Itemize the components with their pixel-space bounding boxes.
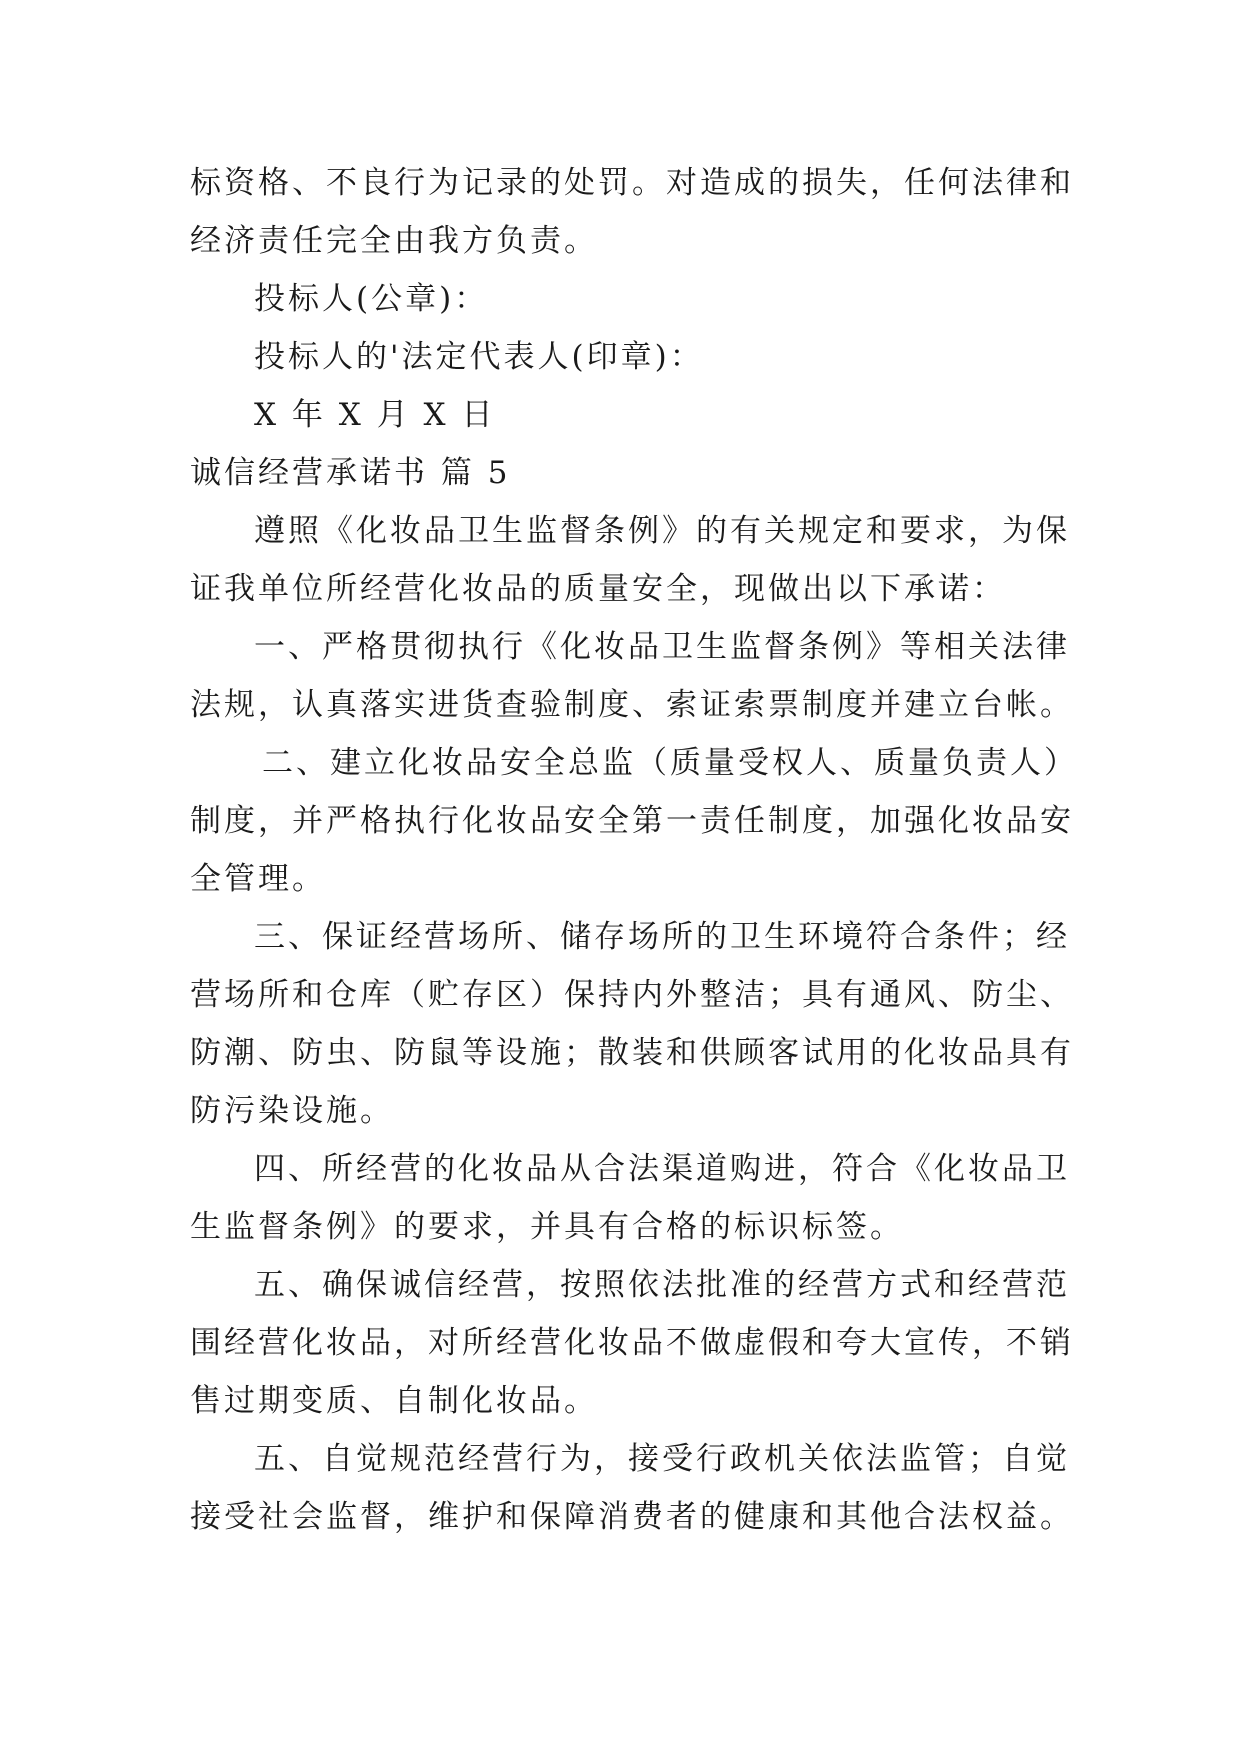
paragraph-line: 一、严格贯彻执行《化妆品卫生监督条例》等相关法律 — [254, 629, 1070, 665]
paragraph-line: 售过期变质、自制化妆品。 — [190, 1383, 598, 1419]
paragraph-line: 制度，并严格执行化妆品安全第一责任制度，加强化妆品安 — [190, 803, 1074, 839]
paragraph-line: 全管理。 — [190, 861, 326, 897]
section-heading: 诚信经营承诺书 篇 5 — [190, 455, 511, 491]
date-line: X 年 X 月 X 日 — [254, 397, 496, 433]
paragraph-line: 五、自觉规范经营行为，接受行政机关依法监管；自觉 — [254, 1441, 1070, 1477]
paragraph-line: 遵照《化妆品卫生监督条例》的有关规定和要求，为保 — [254, 513, 1070, 549]
paragraph-line: 营场所和仓库（贮存区）保持内外整洁；具有通风、防尘、 — [190, 977, 1074, 1013]
bidder-seal-line: 投标人(公章)： — [254, 281, 489, 317]
paragraph-line: 防污染设施。 — [190, 1093, 394, 1129]
paragraph-line: 生监督条例》的要求，并具有合格的标识标签。 — [190, 1209, 904, 1245]
legal-representative-line: 投标人的'法定代表人(印章)： — [254, 339, 704, 375]
paragraph-line: 二、建立化妆品安全总监（质量受权人、质量负责人） — [262, 745, 1078, 781]
paragraph-line: 五、确保诚信经营，按照依法批准的经营方式和经营范 — [254, 1267, 1070, 1303]
paragraph-line: 围经营化妆品，对所经营化妆品不做虚假和夸大宣传，不销 — [190, 1325, 1074, 1361]
paragraph-line: 三、保证经营场所、储存场所的卫生环境符合条件；经 — [254, 919, 1070, 955]
paragraph-line: 证我单位所经营化妆品的质量安全，现做出以下承诺： — [190, 571, 1006, 607]
paragraph-line: 标资格、不良行为记录的处罚。对造成的损失，任何法律和 — [190, 165, 1074, 201]
document-body — [190, 154, 1078, 1546]
paragraph-line: 法规，认真落实进货查验制度、索证索票制度并建立台帐。 — [190, 687, 1074, 723]
paragraph-line: 防潮、防虫、防鼠等设施；散装和供顾客试用的化妆品具有 — [190, 1035, 1074, 1071]
paragraph-line: 经济责任完全由我方负责。 — [190, 223, 598, 259]
paragraph-line: 四、所经营的化妆品从合法渠道购进，符合《化妆品卫 — [254, 1151, 1070, 1187]
paragraph-line: 接受社会监督，维护和保障消费者的健康和其他合法权益。 — [190, 1499, 1074, 1535]
